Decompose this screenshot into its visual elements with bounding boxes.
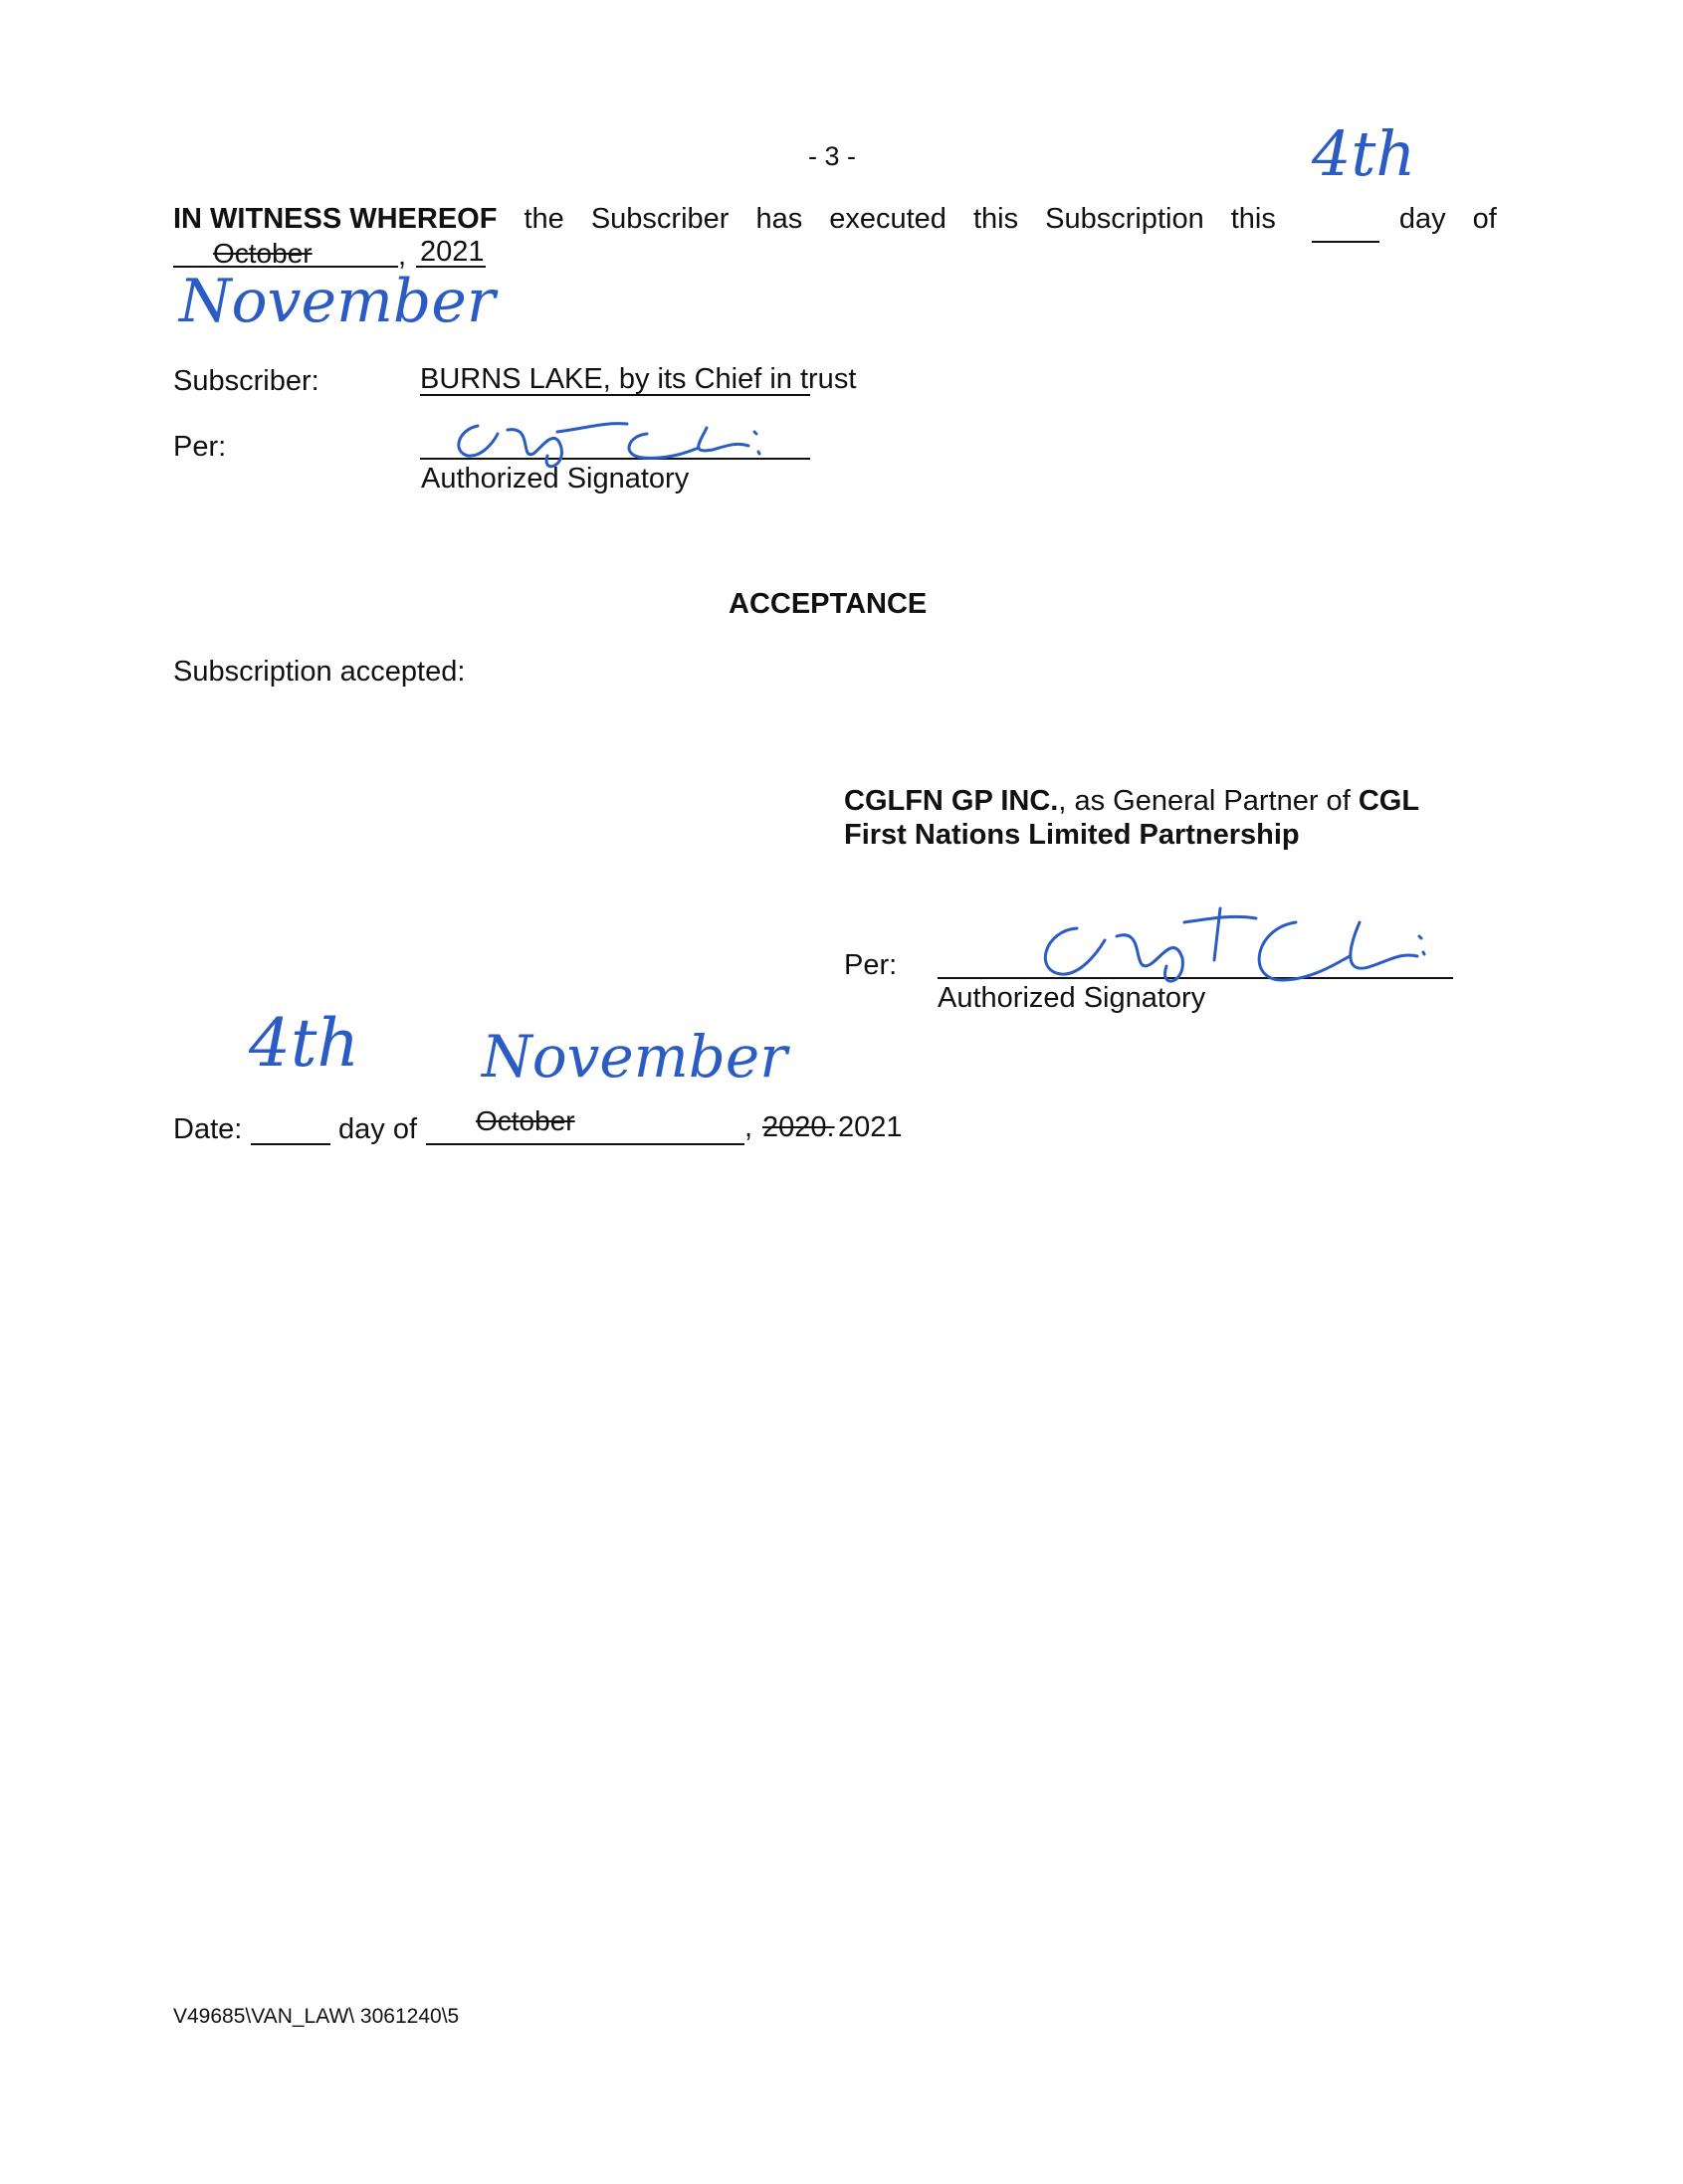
witness-line: [173, 202, 1497, 236]
partner-line-1: [844, 784, 1419, 818]
witness-word: Subscriber: [590, 203, 730, 235]
witness-month-struck: October: [213, 238, 313, 269]
date-month-underline: [426, 1143, 744, 1145]
witness-word: this: [1230, 203, 1276, 235]
subscriber-signatory-caption: Authorized Signatory: [421, 463, 690, 495]
witness-day-word: day: [1398, 203, 1446, 235]
date-year: 2021: [838, 1111, 903, 1143]
subscriber-label: Subscriber:: [173, 365, 319, 397]
subscription-accepted-text: Subscription accepted:: [173, 656, 466, 688]
witness-word: this: [972, 203, 1019, 235]
date-day-underline: [251, 1143, 330, 1145]
date-handwritten-month: November: [482, 1023, 787, 1091]
witness-day-underline: [1312, 241, 1379, 243]
subscriber-per-label: Per:: [173, 431, 227, 463]
partner-text: , as General Partner of: [1058, 785, 1359, 817]
partner-line-2: First Nations Limited Partnership: [844, 819, 1300, 851]
date-comma: ,: [744, 1111, 753, 1143]
subscriber-value: BURNS LAKE, by its Chief in trust: [420, 363, 857, 395]
acceptance-per-label: Per:: [844, 949, 898, 981]
acceptance-signatory-caption: Authorized Signatory: [938, 982, 1206, 1014]
witness-word: the: [524, 203, 564, 235]
date-day-of: day of: [338, 1113, 417, 1145]
witness-lead: IN WITNESS WHEREOF: [173, 203, 498, 235]
witness-day-blank: [1303, 202, 1372, 236]
page-number: - 3 -: [808, 141, 857, 171]
date-month-struck: October: [476, 1105, 575, 1136]
witness-handwritten-day: 4th: [1312, 117, 1416, 190]
witness-year: 2021: [420, 236, 485, 268]
subscriber-underline: [420, 394, 810, 396]
witness-word: has: [755, 203, 803, 235]
witness-word: executed: [829, 203, 947, 235]
witness-of-word: of: [1472, 203, 1497, 235]
date-handwritten-day: 4th: [249, 1005, 360, 1082]
witness-comma: ,: [398, 240, 407, 272]
footer-reference: V49685\VAN_LAW\ 3061240\5: [173, 2005, 460, 2028]
partner-cgl: CGL: [1358, 785, 1420, 817]
date-year-struck: 2020.: [762, 1111, 835, 1143]
partner-name: CGLFN GP INC.: [844, 785, 1059, 817]
witness-word: Subscription: [1045, 203, 1204, 235]
date-label: Date:: [173, 1113, 243, 1145]
witness-handwritten-month: November: [179, 267, 496, 336]
acceptance-heading: ACCEPTANCE: [729, 588, 928, 620]
